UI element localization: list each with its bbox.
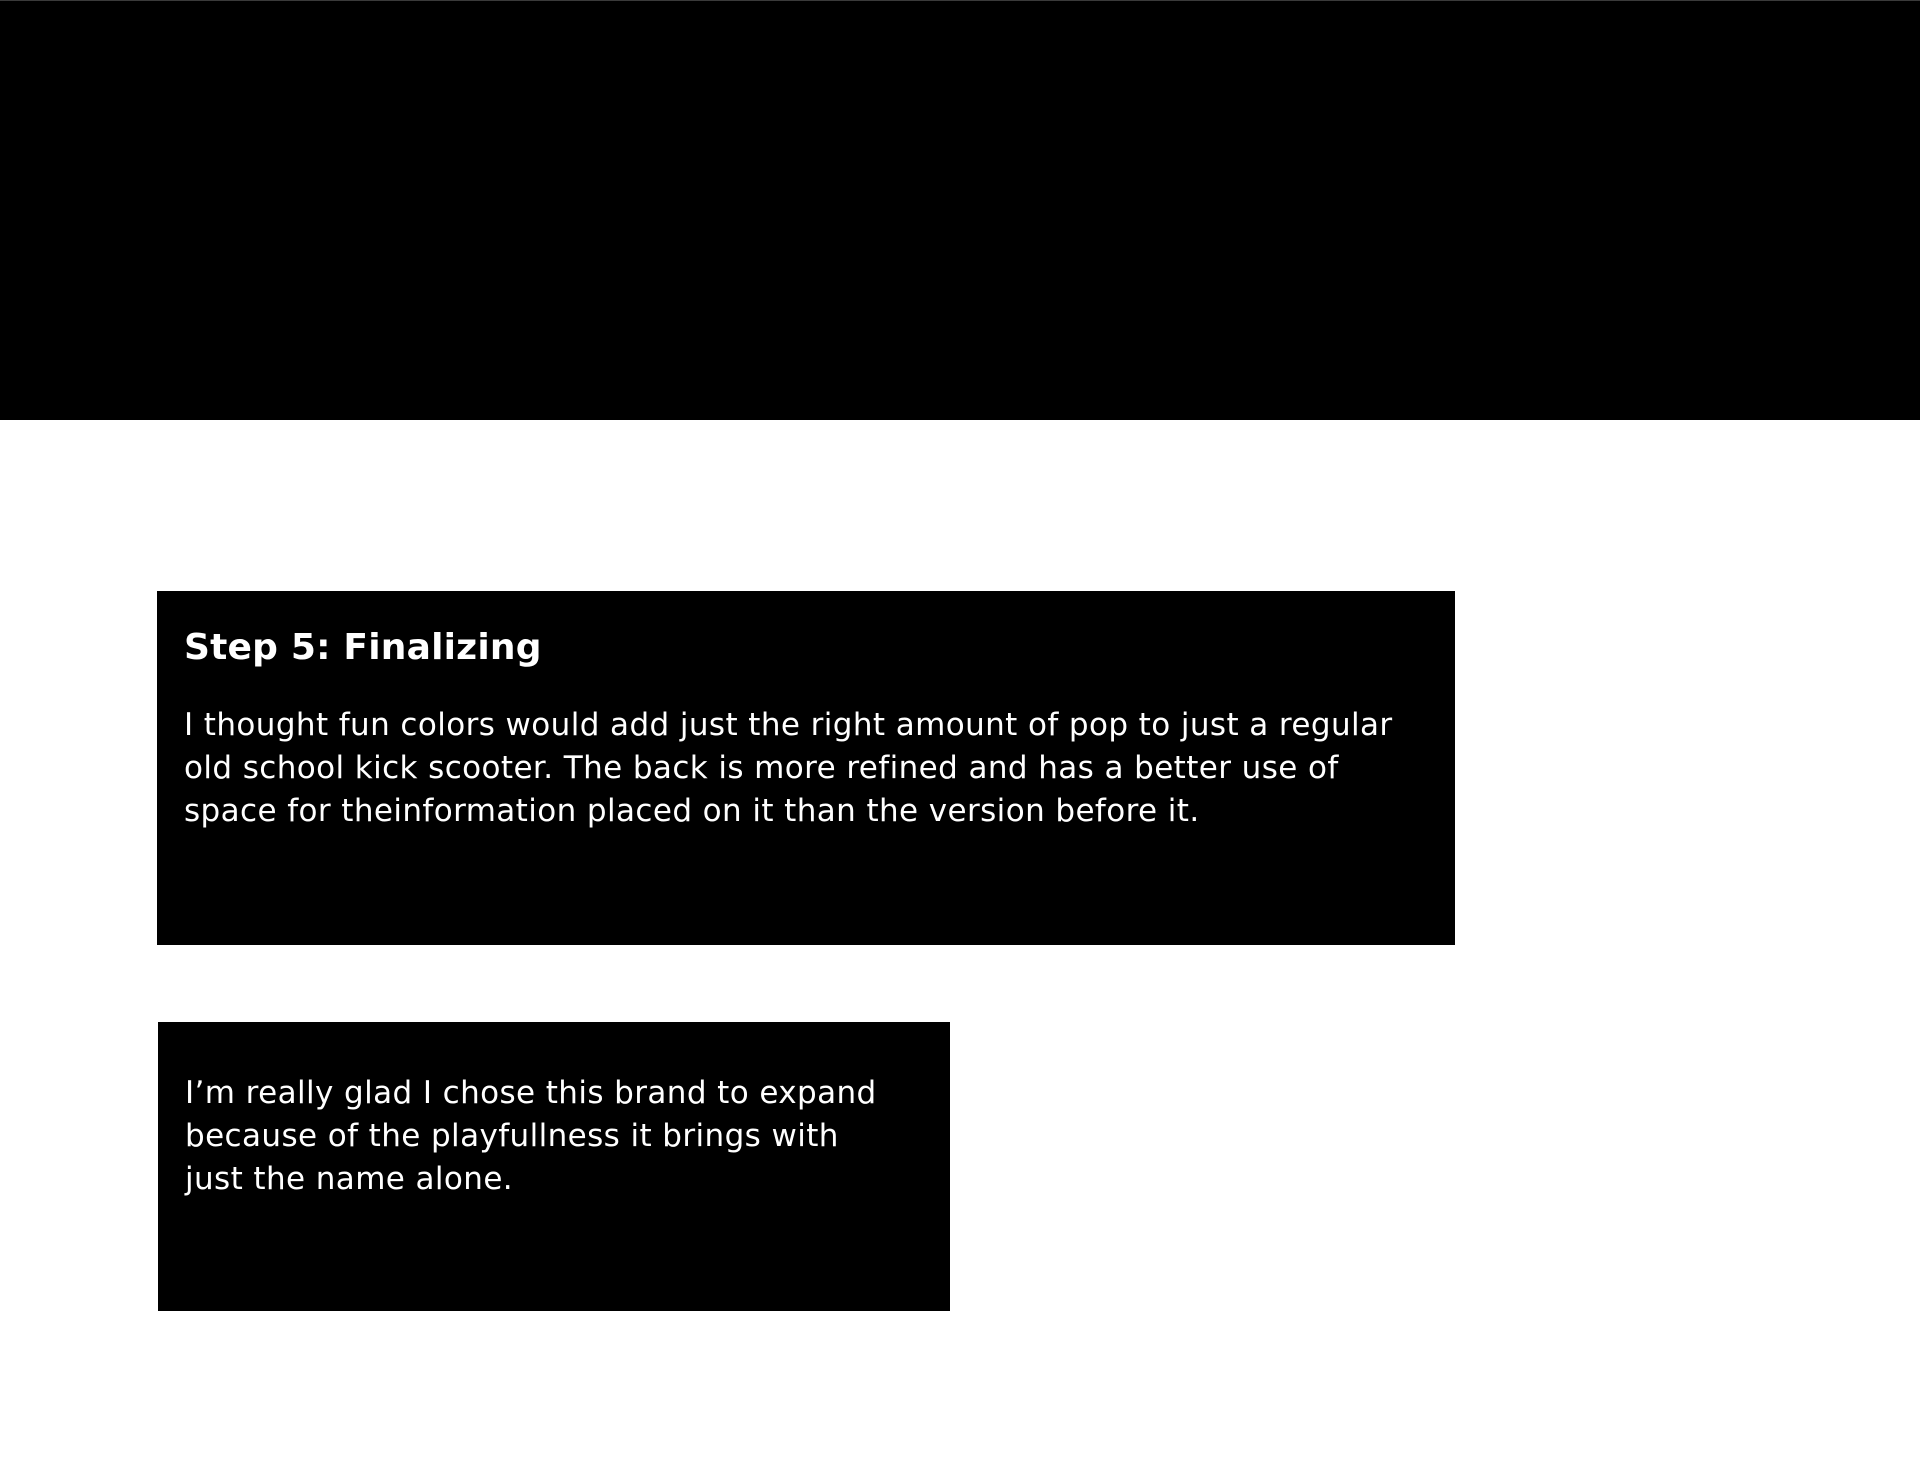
step-title: Step 5: Finalizing [184,627,542,668]
top-black-banner [0,0,1920,420]
closing-text-card [158,1022,950,1311]
step-description-line: old school kick scooter. The back is more refined and has a better use of [184,750,1339,786]
step-description-line: I thought fun colors would add just the right amount of pop to just a regular [184,707,1393,743]
closing-description [185,1072,924,1201]
closing-description-line: I’m really glad I chose this brand to expand [185,1075,877,1111]
step-5-text-card [157,591,1455,945]
step-description-line: space for theinformation placed on it than the version before it. [184,793,1200,829]
step-description [184,704,1429,833]
closing-description-line: because of the playfullness it brings with [185,1118,839,1154]
closing-description-line: just the name alone. [185,1161,514,1197]
